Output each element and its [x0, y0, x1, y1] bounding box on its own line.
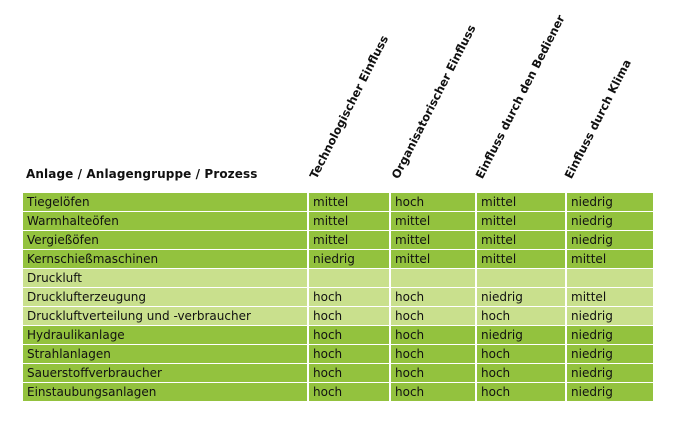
cell-climate: niedrig: [566, 364, 653, 383]
table-row: [23, 193, 653, 212]
cell-climate: niedrig: [566, 307, 653, 326]
cell-operator: hoch: [476, 383, 566, 402]
cell-climate: niedrig: [566, 345, 653, 364]
column-header-organizational: Organisatorischer Einfluss: [388, 22, 479, 181]
cell-technological: hoch: [308, 288, 390, 307]
row-name: Tiegelöfen: [23, 193, 308, 212]
row-name: Kernschießmaschinen: [23, 250, 308, 269]
cell-organizational: hoch: [390, 326, 476, 345]
table-row: [23, 231, 653, 250]
cell-operator: hoch: [476, 345, 566, 364]
row-name: Hydraulikanlage: [23, 326, 308, 345]
row-name: Strahlanlagen: [23, 345, 308, 364]
table-row: [23, 250, 653, 269]
cell-operator: mittel: [476, 250, 566, 269]
cell-organizational: mittel: [390, 250, 476, 269]
table-row: [23, 345, 653, 364]
table-row: [23, 212, 653, 231]
cell-technological: hoch: [308, 307, 390, 326]
influence-table: [23, 193, 653, 402]
cell-technological: mittel: [308, 212, 390, 231]
cell-operator: hoch: [476, 307, 566, 326]
cell-climate: [566, 269, 653, 288]
cell-operator: hoch: [476, 364, 566, 383]
table-row: [23, 364, 653, 383]
cell-organizational: mittel: [390, 231, 476, 250]
cell-climate: niedrig: [566, 193, 653, 212]
cell-operator: mittel: [476, 231, 566, 250]
cell-organizational: hoch: [390, 383, 476, 402]
row-name: Einstaubungsanlagen: [23, 383, 308, 402]
cell-technological: hoch: [308, 364, 390, 383]
column-header-climate: Einfluss durch Klima: [561, 57, 634, 181]
cell-technological: hoch: [308, 345, 390, 364]
cell-technological: hoch: [308, 326, 390, 345]
cell-organizational: hoch: [390, 364, 476, 383]
cell-operator: mittel: [476, 212, 566, 231]
cell-organizational: hoch: [390, 345, 476, 364]
cell-operator: mittel: [476, 193, 566, 212]
table-row-group-heading: [23, 269, 653, 288]
cell-technological: [308, 269, 390, 288]
cell-climate: niedrig: [566, 212, 653, 231]
table-row: [23, 307, 653, 326]
row-name: Sauerstoffverbraucher: [23, 364, 308, 383]
cell-climate: niedrig: [566, 231, 653, 250]
cell-climate: niedrig: [566, 383, 653, 402]
table-row: [23, 288, 653, 307]
table-row: [23, 326, 653, 345]
row-name: Warmhalteöfen: [23, 212, 308, 231]
row-name: Drucklufterzeugung: [23, 288, 308, 307]
row-header-label: Anlage / Anlagengruppe / Prozess: [26, 167, 258, 181]
row-name: Druckluftverteilung und -verbraucher: [23, 307, 308, 326]
cell-operator: [476, 269, 566, 288]
cell-climate: niedrig: [566, 326, 653, 345]
table-row: [23, 383, 653, 402]
cell-climate: mittel: [566, 250, 653, 269]
cell-climate: mittel: [566, 288, 653, 307]
row-name: Vergießöfen: [23, 231, 308, 250]
cell-organizational: hoch: [390, 193, 476, 212]
cell-operator: niedrig: [476, 288, 566, 307]
cell-technological: hoch: [308, 383, 390, 402]
cell-technological: mittel: [308, 231, 390, 250]
cell-organizational: hoch: [390, 307, 476, 326]
row-name: Druckluft: [23, 269, 308, 288]
cell-organizational: mittel: [390, 212, 476, 231]
column-header-operator: Einfluss durch den Bediener: [472, 12, 568, 181]
cell-technological: niedrig: [308, 250, 390, 269]
cell-organizational: hoch: [390, 288, 476, 307]
column-header-technological: Technologischer Einfluss: [306, 33, 392, 181]
cell-technological: mittel: [308, 193, 390, 212]
cell-operator: niedrig: [476, 326, 566, 345]
cell-organizational: [390, 269, 476, 288]
